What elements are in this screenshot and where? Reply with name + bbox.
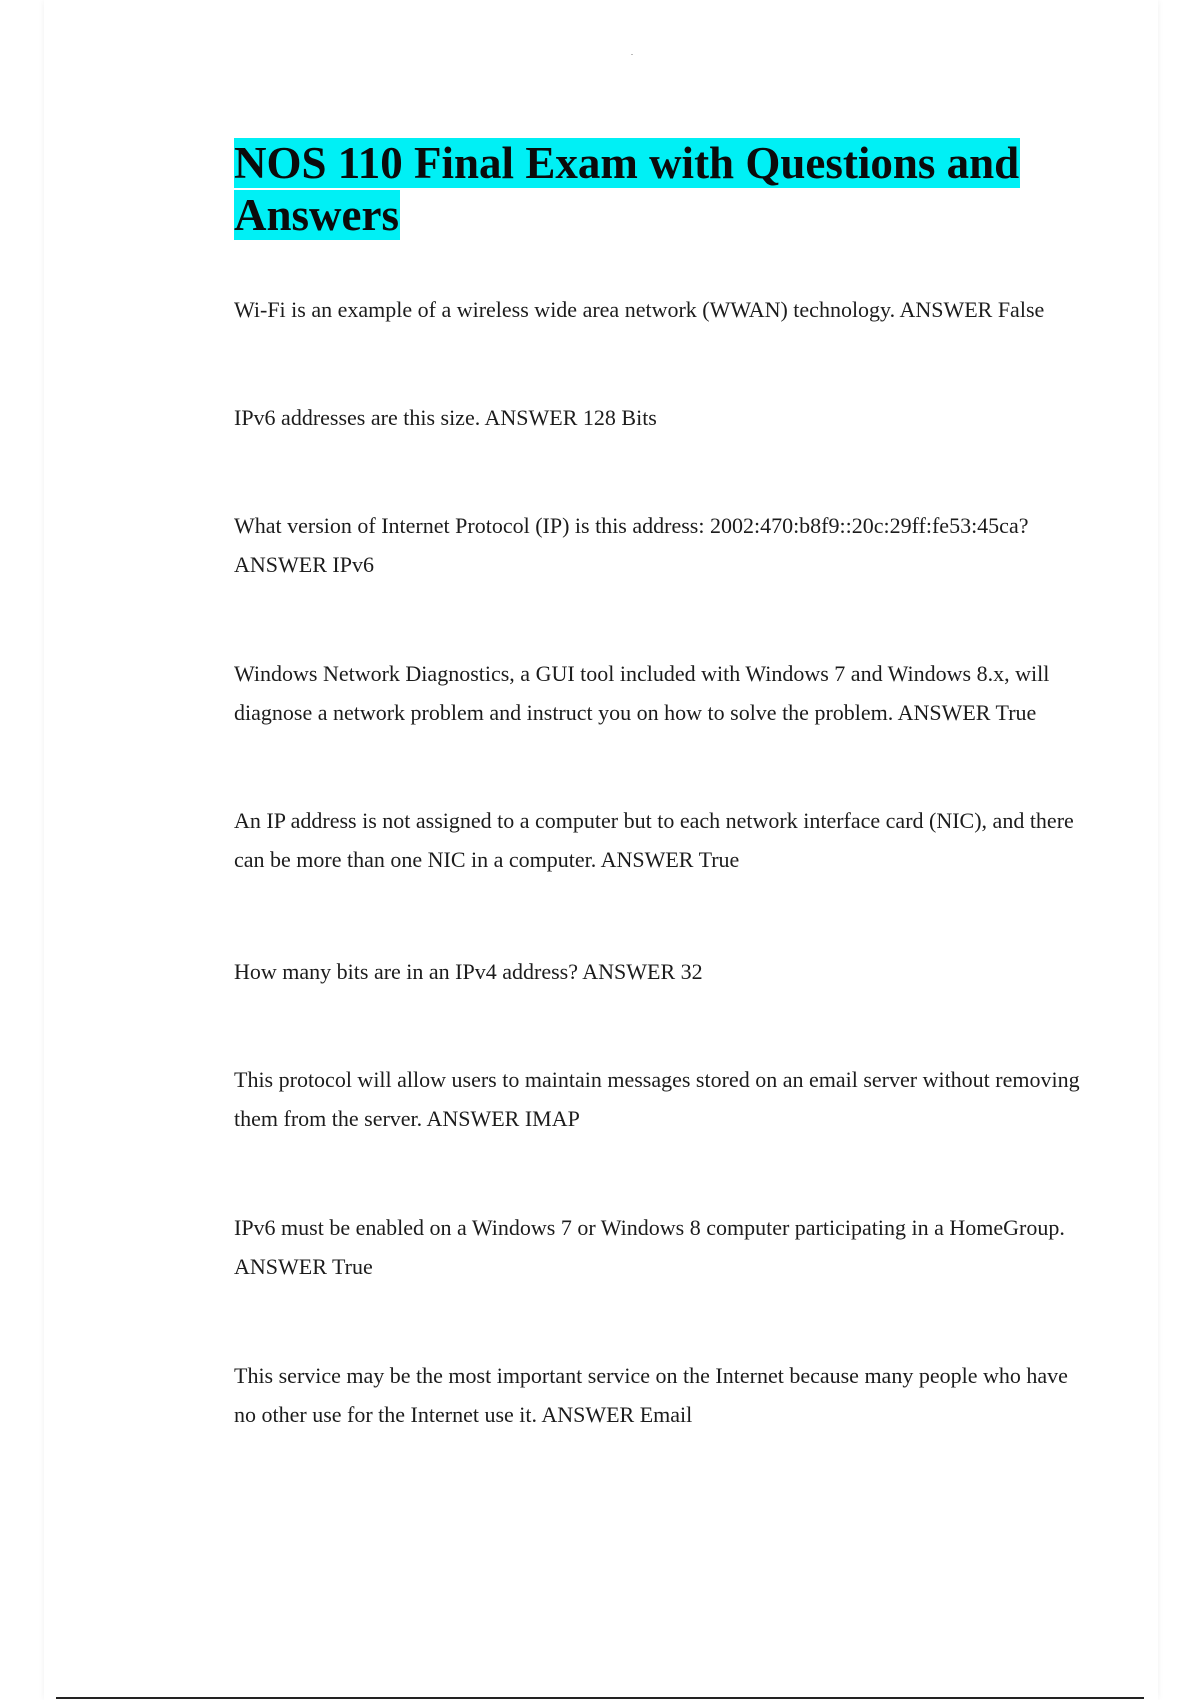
qa-item-7	[234, 1060, 1084, 1138]
qa-item-1	[234, 290, 1084, 329]
page-bottom-rule	[56, 1697, 1144, 1699]
answer-text: ANSWER IMAP	[426, 1106, 580, 1131]
answer-text: ANSWER True	[897, 700, 1037, 725]
qa-item-2	[234, 398, 1084, 437]
question-text: An IP address is not assigned to a computer but to each network interface card (NIC), and there can be more than one NIC in a computer.	[234, 808, 1074, 872]
qa-item-3	[234, 506, 1084, 584]
question-text: Wi-Fi is an example of a wireless wide area network (WWAN) technology.	[234, 297, 896, 322]
question-text: Windows Network Diagnostics, a GUI tool included with Windows 7 and Windows 8.x, will diagnose a network problem and instruct you on how to solve the problem.	[234, 661, 1050, 725]
answer-text: ANSWER True	[600, 847, 740, 872]
question-text: This service may be the most important service on the Internet because many people who have no other use for the Internet use it.	[234, 1363, 1068, 1427]
qa-item-4	[234, 654, 1084, 732]
document-page	[44, 0, 1158, 1700]
question-text: IPv6 addresses are this size.	[234, 405, 481, 430]
answer-text: ANSWER True	[234, 1254, 373, 1279]
qa-item-6	[234, 952, 1084, 991]
answer-text: ANSWER IPv6	[234, 552, 374, 577]
answer-text: ANSWER False	[899, 297, 1045, 322]
question-text: This protocol will allow users to maintain messages stored on an email server without removing them from the server.	[234, 1067, 1080, 1131]
question-text: What version of Internet Protocol (IP) is this address: 2002:470:b8f9::20c:29ff:fe53:45ca?	[234, 513, 1029, 538]
qa-item-8	[234, 1208, 1084, 1286]
answer-text: ANSWER 32	[582, 959, 703, 984]
answer-text: ANSWER Email	[541, 1402, 693, 1427]
page-marker	[631, 54, 633, 55]
title-highlight: NOS 110 Final Exam with Questions and Answers	[234, 138, 1020, 240]
document-title	[234, 137, 1034, 241]
question-text: How many bits are in an IPv4 address?	[234, 959, 578, 984]
answer-text: ANSWER 128 Bits	[484, 405, 657, 430]
qa-item-9	[234, 1356, 1084, 1434]
qa-item-5	[234, 801, 1084, 879]
question-text: IPv6 must be enabled on a Windows 7 or Windows 8 computer participating in a HomeGroup.	[234, 1215, 1065, 1240]
